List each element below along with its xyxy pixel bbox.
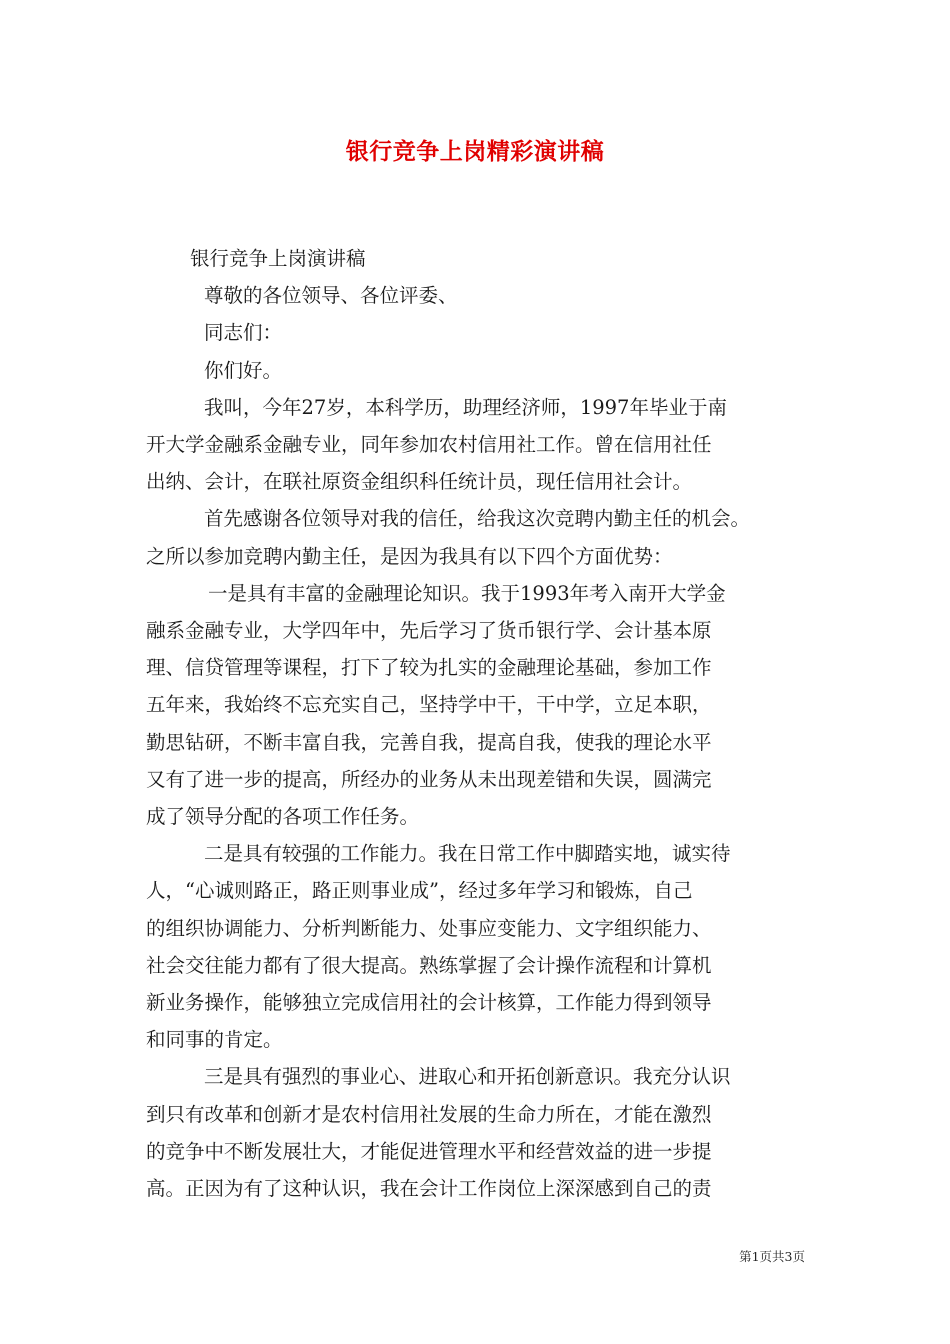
paragraph-line: 我叫，今年27岁，本科学历，助理经济师，1997年毕业于南 xyxy=(204,395,727,419)
paragraph-line: 到只有改革和创新才是农村信用社发展的生命力所在，才能在激烈 xyxy=(146,1102,712,1126)
paragraph-line: 出纳、会计，在联社原资金组织科任统计员，现任信用社会计。 xyxy=(146,470,693,494)
document-body xyxy=(146,240,810,1207)
salutation-line: 尊敬的各位领导、各位评委、 xyxy=(204,284,458,308)
paragraph-line: 一是具有丰富的金融理论知识。我于1993年考入南开大学金 xyxy=(208,581,726,605)
subtitle-line: 银行竞争上岗演讲稿 xyxy=(190,247,366,270)
paragraph-line: 社会交往能力都有了很大提高。熟练掌握了会计操作流程和计算机 xyxy=(146,953,712,977)
paragraph-line: 之所以参加竞聘内勤主任，是因为我具有以下四个方面优势： xyxy=(146,544,673,568)
greeting-line: 你们好。 xyxy=(204,358,283,382)
paragraph-line: 二是具有较强的工作能力。我在日常工作中脚踏实地，诚实待 xyxy=(204,842,731,866)
paragraph-line: 三是具有强烈的事业心、进取心和开拓创新意识。我充分认识 xyxy=(204,1065,731,1089)
paragraph-line: 人，“心诚则路正，路正则事业成”，经过多年学习和锻炼，自己 xyxy=(146,879,693,903)
paragraph-line: 五年来，我始终不忘充实自己，坚持学中干，干中学，立足本职， xyxy=(146,693,712,717)
paragraph-line: 和同事的肯定。 xyxy=(146,1028,283,1052)
document-title: 银行竞争上岗精彩演讲稿 xyxy=(345,138,605,165)
paragraph-line: 理、信贷管理等课程，打下了较为扎实的金融理论基础，参加工作 xyxy=(146,656,712,680)
paragraph-line: 又有了进一步的提高，所经办的业务从未出现差错和失误，圆满完 xyxy=(146,767,712,791)
paragraph-line: 首先感谢各位领导对我的信任，给我这次竞聘内勤主任的机会。 xyxy=(204,507,751,531)
paragraph-line: 成了领导分配的各项工作任务。 xyxy=(146,805,420,829)
paragraph-line: 新业务操作，能够独立完成信用社的会计核算，工作能力得到领导 xyxy=(146,991,712,1015)
paragraph-line: 勤思钻研，不断丰富自我，完善自我，提高自我，使我的理论水平 xyxy=(146,730,712,754)
paragraph-line: 的组织协调能力、分析判断能力、处事应变能力、文字组织能力、 xyxy=(146,916,712,940)
page-number: 第1页共3页 xyxy=(739,1249,805,1264)
paragraph-line: 融系金融专业，大学四年中，先后学习了货币银行学、会计基本原 xyxy=(146,619,712,643)
paragraph-line: 开大学金融系金融专业，同年参加农村信用社工作。曾在信用社任 xyxy=(146,433,712,457)
paragraph-line: 高。正因为有了这种认识，我在会计工作岗位上深深感到自己的责 xyxy=(146,1177,712,1201)
paragraph-line: 的竞争中不断发展壮大，才能促进管理水平和经营效益的进一步提 xyxy=(146,1139,712,1163)
salutation-line: 同志们： xyxy=(204,321,283,345)
